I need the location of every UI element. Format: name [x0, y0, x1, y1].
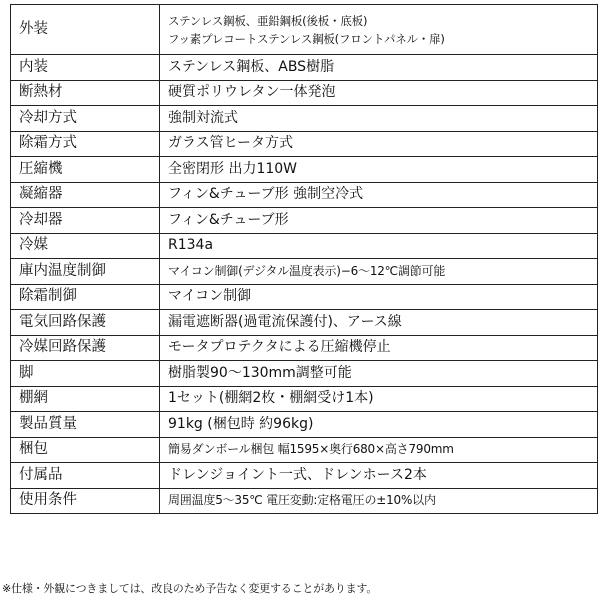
table-row: [11, 131, 598, 157]
table-row: [11, 5, 598, 55]
table-row: [11, 310, 598, 336]
row-label: 脚: [11, 361, 160, 387]
table-row: [11, 80, 598, 106]
row-value: 簡易ダンボール梱包 幅1595×奥行680×高さ790mm: [160, 437, 598, 463]
row-value: 全密閉形 出力110W: [160, 157, 598, 183]
row-value-line: フッ素プレコートステンレス鋼板(フロントパネル・扉): [168, 31, 445, 46]
table-row: [11, 463, 598, 489]
table-row: [11, 208, 598, 234]
row-value: フィン&チューブ形 強制空冷式: [160, 182, 598, 208]
row-value: モータプロテクタによる圧縮機停止: [160, 335, 598, 361]
row-label: 外装: [11, 5, 160, 55]
row-label: 圧縮機: [11, 157, 160, 183]
row-label: 付属品: [11, 463, 160, 489]
table-row: [11, 412, 598, 438]
row-label: 冷媒回路保護: [11, 335, 160, 361]
row-label: 断熱材: [11, 80, 160, 106]
row-value: ドレンジョイント一式、ドレンホース2本: [160, 463, 598, 489]
table-row: [11, 437, 598, 463]
row-label: 製品質量: [11, 412, 160, 438]
row-label: 使用条件: [11, 488, 160, 514]
row-value-line: ステンレス鋼板、亜鉛鋼板(後板・底板): [168, 13, 368, 28]
table-row: [11, 488, 598, 514]
table-row: [11, 386, 598, 412]
row-value: 強制対流式: [160, 106, 598, 132]
row-label: 棚網: [11, 386, 160, 412]
table-row: [11, 233, 598, 259]
row-value: 樹脂製90〜130mm調整可能: [160, 361, 598, 387]
row-label: 電気回路保護: [11, 310, 160, 336]
table-row: [11, 55, 598, 81]
table-row: [11, 182, 598, 208]
row-label: 庫内温度制御: [11, 259, 160, 285]
row-value: [160, 5, 598, 55]
row-value: 漏電遮断器(過電流保護付)、アース線: [160, 310, 598, 336]
row-value: 周囲温度5〜35℃ 電圧変動:定格電圧の±10%以内: [160, 488, 598, 514]
row-label: 冷媒: [11, 233, 160, 259]
table-row: [11, 157, 598, 183]
table-row: [11, 259, 598, 285]
row-value: マイコン制御: [160, 284, 598, 310]
table-row: [11, 361, 598, 387]
row-label: 内装: [11, 55, 160, 81]
row-value: ステンレス鋼板、ABS樹脂: [160, 55, 598, 81]
table-row: [11, 335, 598, 361]
row-label: 冷却器: [11, 208, 160, 234]
row-label: 冷却方式: [11, 106, 160, 132]
row-label: 凝縮器: [11, 182, 160, 208]
row-label: 梱包: [11, 437, 160, 463]
spec-table: [10, 4, 598, 514]
footnote: ※仕様・外観につきましては、改良のため予告なく変更することがあります。: [2, 582, 378, 595]
row-label: 除霜方式: [11, 131, 160, 157]
row-label: 除霜制御: [11, 284, 160, 310]
row-value: マイコン制御(デジタル温度表示)−6〜12℃調節可能: [160, 259, 598, 285]
row-value: ガラス管ヒータ方式: [160, 131, 598, 157]
table-row: [11, 106, 598, 132]
row-value: 1セット(棚網2枚・棚網受け1本): [160, 386, 598, 412]
row-value: 硬質ポリウレタン一体発泡: [160, 80, 598, 106]
table-row: [11, 284, 598, 310]
row-value: 91kg (梱包時 約96kg): [160, 412, 598, 438]
row-value: フィン&チューブ形: [160, 208, 598, 234]
row-value: R134a: [160, 233, 598, 259]
